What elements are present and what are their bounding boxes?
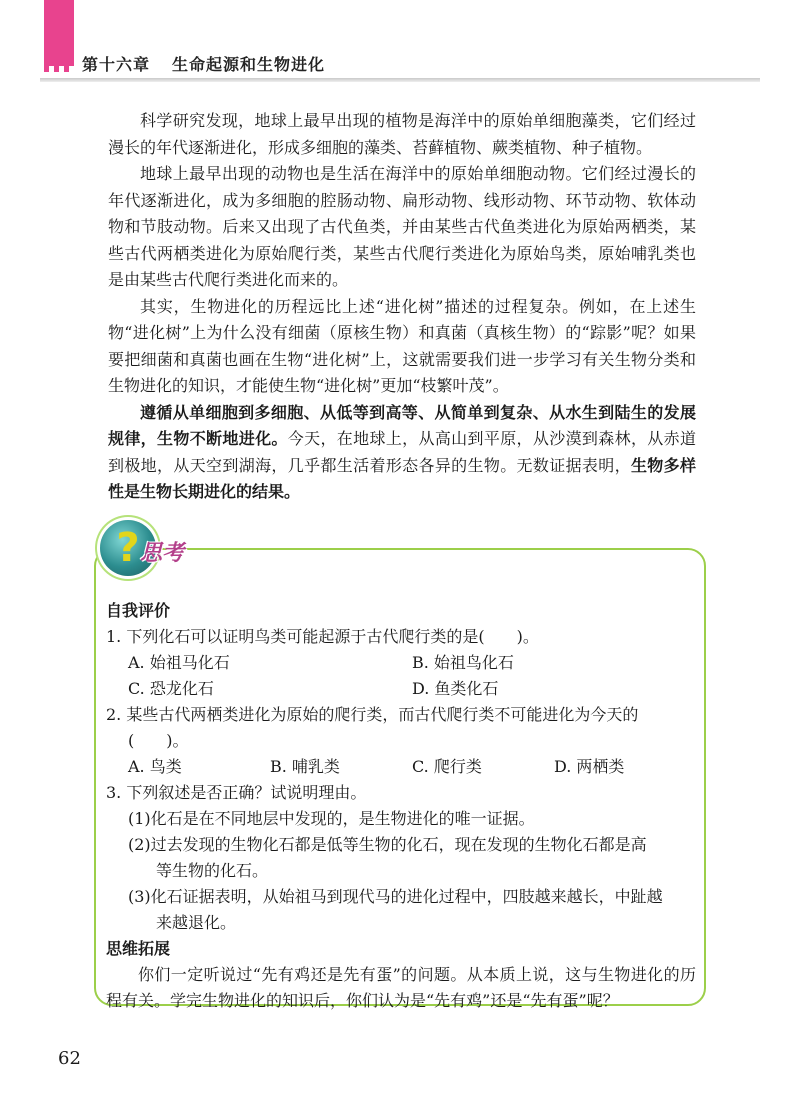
question-mark-icon: ? xyxy=(100,520,156,576)
question-1-stem: 1. 下列化石可以证明鸟类可能起源于古代爬行类的是( )。 xyxy=(106,627,539,646)
question-2-stem-line-1: 2. 某些古代两栖类进化为原始的爬行类，而古代爬行类不可能进化为今天的 xyxy=(106,705,639,724)
main-text xyxy=(108,108,696,506)
question-3-stem: 3. 下列叙述是否正确？试说明理由。 xyxy=(106,783,367,802)
paragraph-evolution-tree: 其实，生物进化的历程远比上述“进化树”描述的过程复杂。例如，在上述生物“进化树”上为什么没有细菌（原核生物）和真菌（真核生物）的“踪影”呢？如果要把细菌和真菌也画在生物“进化树”上，这就需要我们进一步学习有关生物分类和生物进化的知识，才能使生物“进化树”更加“枝繁叶茂”。 xyxy=(108,296,696,395)
q1-option-c: C. 恐龙化石 xyxy=(128,679,214,698)
conclusion-bold-2: 生物多样性是生物长期进化的结果。 xyxy=(108,455,696,501)
self-eval-heading: 自我评价 xyxy=(106,601,171,620)
q3-item-1-text: (1)化石是在不同地层中发现的，是生物进化的唯一证据。 xyxy=(128,809,535,828)
q3-item-2 xyxy=(106,832,696,884)
exercise-area xyxy=(106,598,696,1014)
chapter-title: 生命起源和生物进化 xyxy=(172,55,326,74)
q1-option-d: D. 鱼类化石 xyxy=(412,679,499,698)
extend-heading: 思维拓展 xyxy=(106,939,171,958)
conclusion-plain: 今天，在地球上，从高山到平原，从沙漠到森林，从赤道到极地，从天空到湖海，几乎都生活着形态各异的生物。无数证据表明， xyxy=(108,429,696,475)
chapter-number: 第十六章 xyxy=(82,55,151,74)
q2-option-b: B. 哺乳类 xyxy=(270,757,340,776)
conclusion-bold-1: 遵循从单细胞到多细胞、从低等到高等、从简单到复杂、从水生到陆生的发展规律，生物不断地进化。 xyxy=(108,402,696,448)
q3-item-3-cont: 来越退化。 xyxy=(156,913,237,932)
paragraph-plants: 科学研究发现，地球上最早出现的植物是海洋中的原始单细胞藻类，它们经过漫长的年代逐渐进化，形成多细胞的藻类、苔藓植物、蕨类植物、种子植物。 xyxy=(108,111,696,157)
extend-text: 你们一定听说过“先有鸡还是先有蛋”的问题。从本质上说，这与生物进化的历程有关。学完生物进化的知识后，你们认为是“先有鸡”还是“先有蛋”呢？ xyxy=(106,965,696,1010)
q3-item-3-text: (3)化石证据表明，从始祖马到现代马的进化过程中，四肢越来越长，中趾越 xyxy=(128,887,663,906)
question-2-stem-line-2: ( )。 xyxy=(128,731,189,750)
chapter-tab-marker xyxy=(44,0,74,66)
paragraph-animals: 地球上最早出现的动物也是生活在海洋中的原始单细胞动物。它们经过漫长的年代逐渐进化，成为多细胞的腔肠动物、扁形动物、线形动物、环节动物、软体动物和节肢动物。后来又出现了古代鱼类，并由某些古代鱼类进化为原始两栖类，某些古代两栖类进化为原始爬行类，某些古代爬行类进化为原始鸟类，原始哺乳类也是由某些古代爬行类进化而来的。 xyxy=(108,164,696,289)
header-rule xyxy=(40,78,760,82)
question-1-options-row-2 xyxy=(106,676,696,702)
q3-item-1 xyxy=(106,806,696,832)
q1-option-b: B. 始祖鸟化石 xyxy=(412,653,514,672)
q3-item-3 xyxy=(106,884,696,936)
q1-option-a: A. 始祖马化石 xyxy=(128,653,230,672)
q3-item-2-cont: 等生物的化石。 xyxy=(156,861,269,880)
question-1-options-row-1 xyxy=(106,650,696,676)
page-number: 62 xyxy=(58,1048,81,1069)
running-header xyxy=(82,52,325,75)
question-2-options xyxy=(106,754,696,780)
q2-option-d: D. 两栖类 xyxy=(554,757,625,776)
paragraph-conclusion xyxy=(108,400,696,506)
think-section-title: 思考 xyxy=(140,541,185,566)
q3-item-2-text: (2)过去发现的生物化石都是低等生物的化石，现在发现的生物化石都是高 xyxy=(128,835,647,854)
q2-option-a: A. 鸟类 xyxy=(128,757,182,776)
q2-option-c: C. 爬行类 xyxy=(412,757,482,776)
